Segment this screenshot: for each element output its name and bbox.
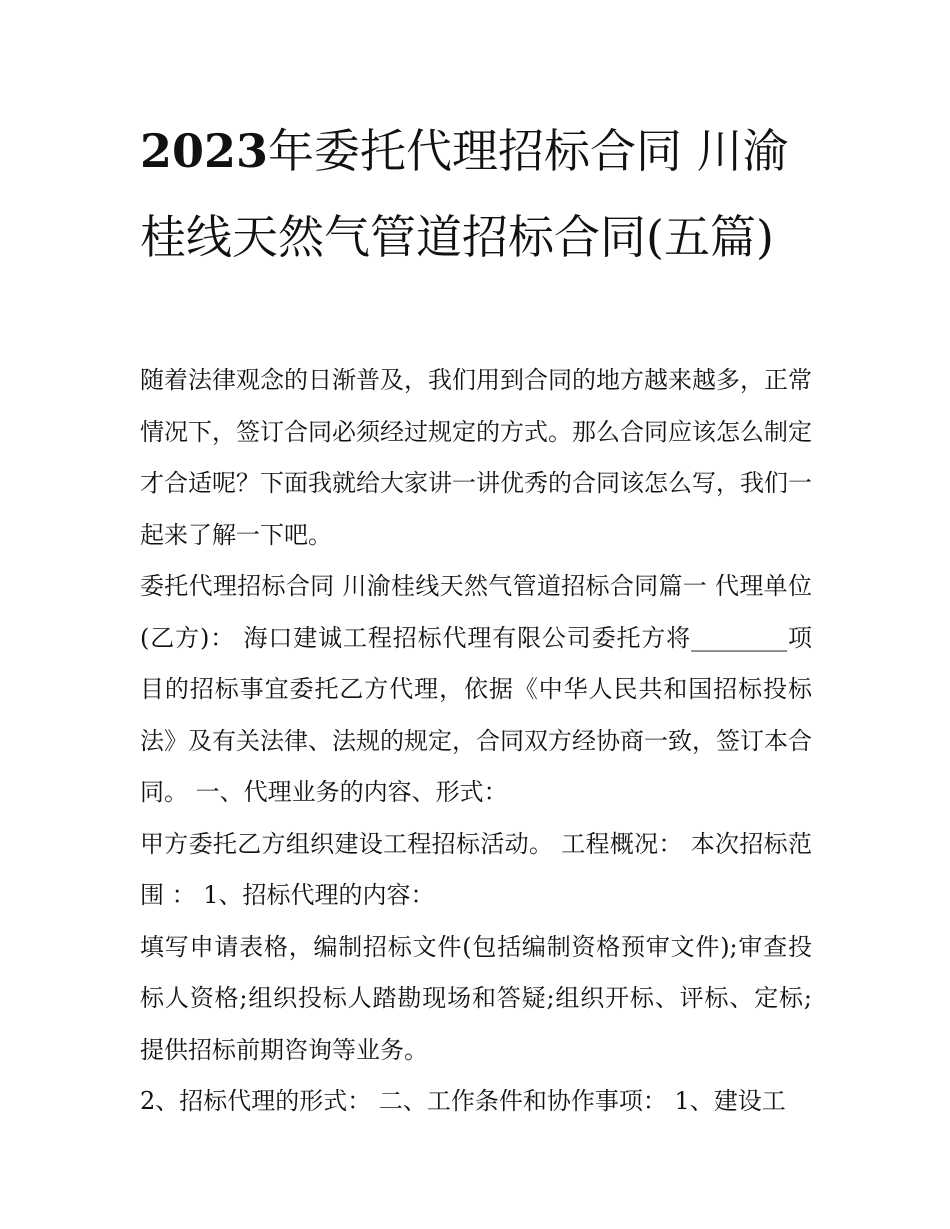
title-year: 2023 (140, 124, 269, 178)
document-title (140, 108, 830, 280)
scope-paragraph: 甲方委托乙方组织建设工程招标活动。 工程概况： 本次招标范围 ： 1、招标代理的内容： (140, 829, 812, 909)
conditions-paragraph: 2、招标代理的形式： 二、工作条件和协作事项： 1、建设工 (140, 1087, 786, 1115)
contract-opening-paragraph: 委托代理招标合同 川渝桂线天然气管道招标合同篇一 代理单位(乙方)： 海口建诚工程招标代理有限公司委托方将________项目的招标事宜委托乙方代理，依据《中华人民共和国招标投标法》及有关法律、法规的规定，合同双方经协商一致，签订本合同。 一、代理业务的内容、形式： (140, 572, 812, 806)
services-paragraph: 填写申请表格，编制招标文件(包括编制资格预审文件);审查投标人资格;组织投标人踏勘现场和答疑;组织开标、评标、定标;提供招标前期咨询等业务。 (140, 932, 812, 1064)
title-text: 年委托代理招标合同 川渝桂线天然气管道招标合同(五篇) (140, 124, 789, 264)
document-body (140, 355, 812, 1128)
intro-paragraph: 随着法律观念的日渐普及，我们用到合同的地方越来越多，正常情况下，签订合同必须经过规定的方式。那么合同应该怎么制定才合适呢？下面我就给大家讲一讲优秀的合同该怎么写，我们一起来了解一下吧。 (140, 366, 812, 549)
